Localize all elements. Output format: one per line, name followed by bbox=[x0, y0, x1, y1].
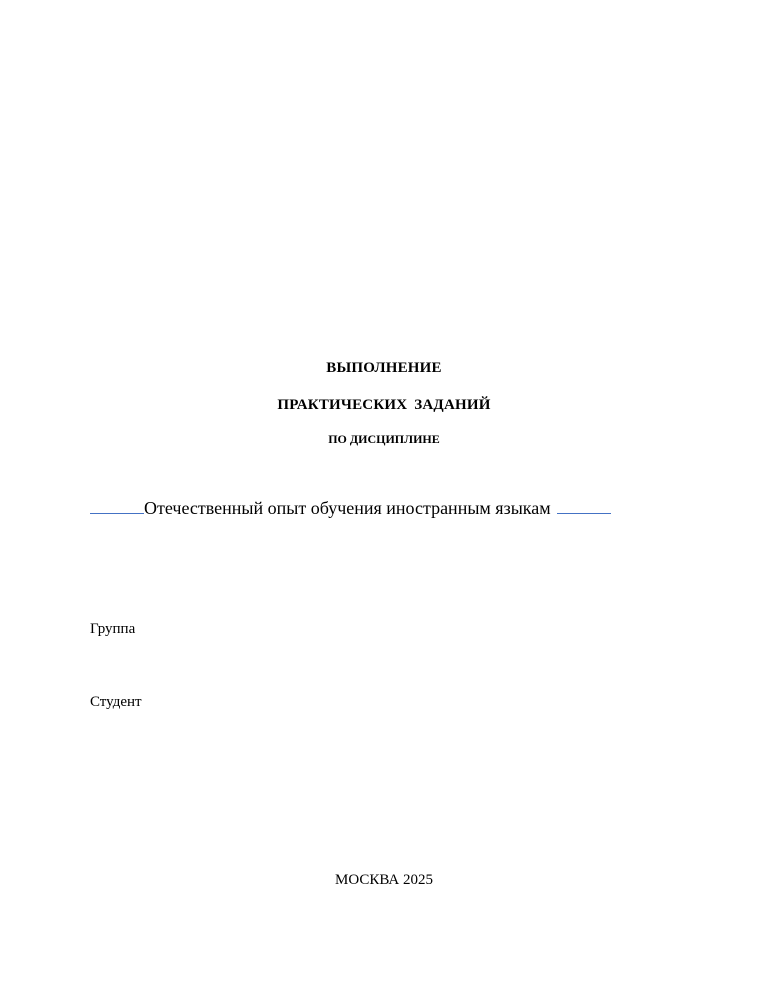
title-line-2: ПРАКТИЧЕСКИХ ЗАДАНИЙ bbox=[277, 397, 491, 413]
student-label: Студент bbox=[90, 694, 142, 710]
title-line-1: ВЫПОЛНЕНИЕ bbox=[326, 360, 442, 376]
city-year: МОСКВА 2025 bbox=[334, 872, 433, 888]
underline-blank-left bbox=[90, 497, 144, 514]
discipline-name bbox=[90, 497, 690, 519]
underline-blank-right bbox=[557, 497, 611, 514]
title-line-3: ПО ДИСЦИПЛИНЕ bbox=[328, 432, 440, 446]
group-label: Группа bbox=[90, 621, 136, 637]
discipline-text: Отечественный опыт обучения иностранным языкам bbox=[144, 498, 551, 518]
